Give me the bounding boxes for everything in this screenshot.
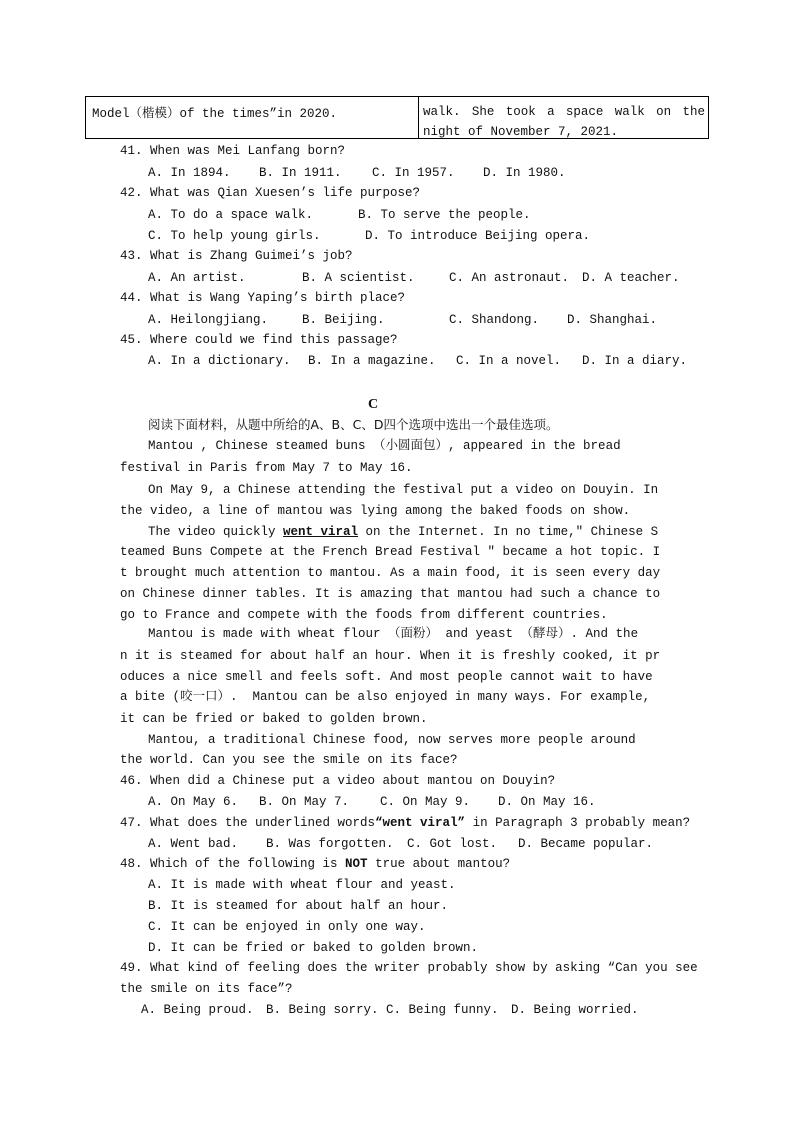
question-49-line2: the smile on its face”? [120,982,293,996]
q43-option-d: D. A teacher. [582,271,680,285]
q47-option-b: B. Was forgotten. [266,837,394,851]
q49-option-a: A. Being proud. [141,1003,254,1017]
q44-option-b: B. Beijing. [302,313,385,327]
passage-p4-line5: it can be fried or baked to golden brown. [120,712,428,726]
question-46: 46. When did a Chinese put a video about mantou on Douyin? [120,774,556,788]
q41-option-d: D. In 1980. [483,166,566,180]
q48-option-c: C. It can be enjoyed in only one way. [148,920,426,934]
q45-option-c: C. In a novel. [456,354,562,368]
passage-p3-line4: on Chinese dinner tables. It is amazing that mantou had such a chance to [120,587,661,601]
question-49-line1: 49. What kind of feeling does the writer probably show by asking “Can you see [120,961,698,975]
passage-p3-line1 [148,524,659,540]
question-43: 43. What is Zhang Guimei’s job? [120,249,353,263]
q49-option-c: C. Being funny. [386,1003,499,1017]
question-44: 44. What is Wang Yaping’s birth place? [120,291,406,305]
table-cell-right [423,102,705,142]
passage-p4-line1: Mantou is made with wheat flour （面粉） and yeast （酵母）. And the [148,627,639,641]
passage-p4-line2: n it is steamed for about half an hour. When it is freshly cooked, it pr [120,649,661,663]
q48-option-b: B. It is steamed for about half an hour. [148,899,449,913]
q41-option-c: C. In 1957. [372,166,455,180]
passage-p3-line3: t brought much attention to mantou. As a main food, it is seen every day [120,566,661,580]
continuation-table [85,96,709,139]
q42-option-b: B. To serve the people. [358,208,531,222]
q46-option-b: B. On May 7. [259,795,350,809]
section-heading: C [368,397,379,412]
question-48 [120,856,510,872]
q46-option-a: A. On May 6. [148,795,239,809]
passage-p1-line1: Mantou , Chinese steamed buns （小圆面包）, appeared in the bread [148,439,621,453]
q41-option-b: B. In 1911. [259,166,342,180]
passage-p3-line1-end: on the Internet. In no time,″ Chinese S [358,525,659,539]
passage-p5-line2: the world. Can you see the smile on its face? [120,753,458,767]
q42-option-a: A. To do a space walk. [148,208,314,222]
q46-option-c: C. On May 9. [380,795,471,809]
q47-stem-end: in Paragraph 3 probably mean? [465,816,691,830]
question-47 [120,815,690,831]
passage-p3-line5: go to France and compete with the foods from different countries. [120,608,608,622]
q47-option-c: C. Got lost. [407,837,498,851]
q48-stem-start: 48. Which of the following is [120,857,346,871]
passage-p4-line4: a bite (咬一口）. Mantou can be also enjoyed in many ways. For example, [120,690,651,704]
q49-option-b: B. Being sorry. [266,1003,379,1017]
q43-option-a: A. An artist. [148,271,246,285]
underlined-phrase: went viral [283,525,359,539]
q44-option-a: A. Heilongjiang. [148,313,269,327]
table-cell-right-line1: walk. She took a space walk on the [423,105,705,119]
q48-option-d: D. It can be fried or baked to golden brown. [148,941,479,955]
q47-stem-quoted: “went viral” [375,816,466,830]
q46-option-d: D. On May 16. [498,795,596,809]
passage-p3-line2: teamed Buns Compete at the French Bread Festival ″ became a hot topic. I [120,545,661,559]
question-42: 42. What was Qian Xuesen’s life purpose? [120,186,421,200]
q43-option-b: B. A scientist. [302,271,415,285]
q48-option-a: A. It is made with wheat flour and yeast. [148,878,456,892]
q47-option-a: A. Went bad. [148,837,239,851]
section-instruction: 阅读下面材料，从题中所给的A、B、C、D四个选项中选出一个最佳选项。 [148,417,559,432]
table-divider [418,97,419,138]
q45-option-b: B. In a magazine. [308,354,436,368]
q41-option-a: A. In 1894. [148,166,231,180]
q48-stem-not: NOT [345,857,368,871]
q49-option-d: D. Being worried. [511,1003,639,1017]
question-41: 41. When was Mei Lanfang born? [120,144,346,158]
passage-p4-line3: oduces a nice smell and feels soft. And most people cannot wait to have [120,670,653,684]
passage-p2-line2: the video, a line of mantou was lying among the baked foods on show. [120,504,631,518]
q42-option-d: D. To introduce Beijing opera. [365,229,591,243]
q44-option-c: C. Shandong. [449,313,540,327]
q47-stem-start: 47. What does the underlined words [120,816,376,830]
passage-p5-line1: Mantou, a traditional Chinese food, now serves more people around [148,733,636,747]
table-cell-left: Model（楷模）of the times”in 2020. [92,107,338,121]
question-45: 45. Where could we find this passage? [120,333,398,347]
passage-p1-line2: festival in Paris from May 7 to May 16. [120,461,413,475]
passage-p3-line1-start: The video quickly [148,525,284,539]
q42-option-c: C. To help young girls. [148,229,321,243]
q44-option-d: D. Shanghai. [567,313,658,327]
q43-option-c: C. An astronaut. [449,271,570,285]
q45-option-a: A. In a dictionary. [148,354,291,368]
q47-option-d: D. Became popular. [518,837,654,851]
table-cell-right-line2: night of November 7, 2021. [423,125,619,139]
passage-p2-line1: On May 9, a Chinese attending the festival put a video on Douyin. In [148,483,659,497]
q48-stem-end: true about mantou? [367,857,511,871]
q45-option-d: D. In a diary. [582,354,688,368]
